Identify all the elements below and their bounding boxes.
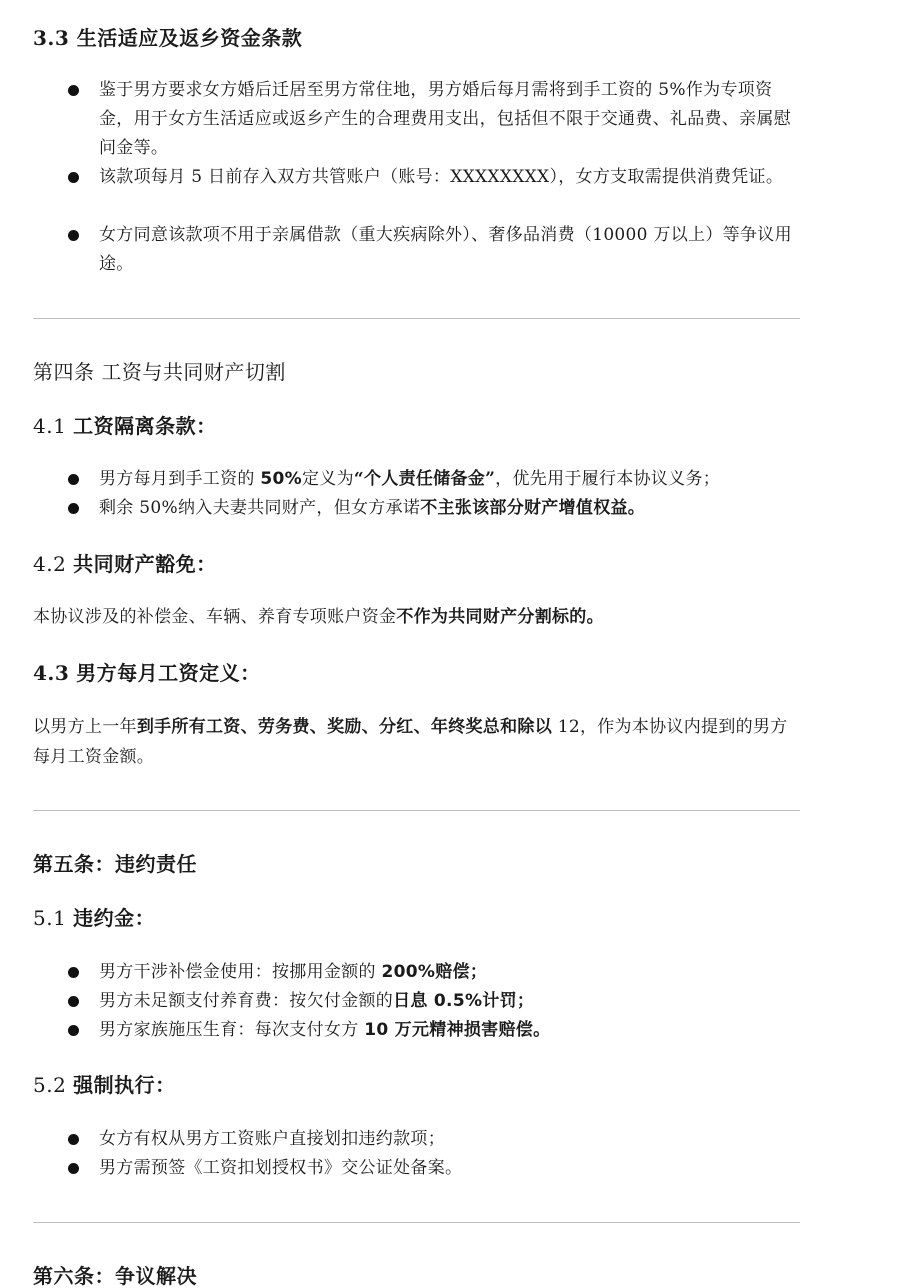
list-item: 男方未足额支付养育费：按欠付金额的日息 0.5%计罚； xyxy=(99,991,535,1011)
article-6-heading: 第六条：争议解决 xyxy=(33,1264,197,1288)
bullet-dot xyxy=(68,1025,79,1036)
list-item: 鉴于男方要求女方婚后迁居至男方常住地，男方婚后每月需将到手工资的 5%作为专项资金，用于女方生活适应或返乡产生的合理费用支出，包括但不限于交通费、礼品费、亲属慰问金等。 xyxy=(99,80,791,158)
bullet-dot xyxy=(68,172,79,183)
section-4-1-heading: 4.1 工资隔离条款： xyxy=(33,414,217,438)
list-item: 男方干涉补偿金使用：按挪用金额的 200%赔偿； xyxy=(99,962,488,982)
list-item: 男方需预签《工资扣划授权书》交公证处备案。 xyxy=(99,1158,463,1178)
list-item: 女方同意该款项不用于亲属借款（重大疾病除外）、奢侈品消费（10000 万以上）等争议用途。 xyxy=(99,225,792,274)
bullet-dot xyxy=(68,230,79,241)
divider xyxy=(33,1222,800,1223)
section-5-1-heading: 5.1 违约金： xyxy=(33,906,156,930)
bullet-dot xyxy=(68,503,79,514)
paragraph: 以男方上一年到手所有工资、劳务费、奖励、分红、年终奖总和除以 12，作为本协议内提到的男方每月工资金额。 xyxy=(33,717,788,767)
bullet-dot xyxy=(68,996,79,1007)
divider xyxy=(33,810,800,811)
section-3-3-heading: 3.3 生活适应及返乡资金条款 xyxy=(33,26,303,50)
bullet-dot xyxy=(68,474,79,485)
list-item: 该款项每月 5 日前存入双方共管账户（账号：XXXXXXXX），女方支取需提供消费凭证。 xyxy=(99,167,784,187)
list-item: 男方家族施压生育：每次支付女方 10 万元精神损害赔偿。 xyxy=(99,1020,551,1040)
paragraph: 本协议涉及的补偿金、车辆、养育专项账户资金不作为共同财产分割标的。 xyxy=(33,607,604,627)
list-item: 男方每月到手工资的 50%定义为“个人责任储备金”，优先用于履行本协议义务； xyxy=(99,469,721,489)
section-5-2-heading: 5.2 强制执行： xyxy=(33,1073,176,1097)
bullet-dot xyxy=(68,1134,79,1145)
divider xyxy=(33,318,800,319)
section-4-3-heading: 4.3 男方每月工资定义： xyxy=(33,661,261,685)
bullet-dot xyxy=(68,85,79,96)
article-5-heading: 第五条：违约责任 xyxy=(33,852,197,876)
bullet-dot xyxy=(68,967,79,978)
section-4-2-heading: 4.2 共同财产豁免： xyxy=(33,552,217,576)
list-item: 剩余 50%纳入夫妻共同财产，但女方承诺不主张该部分财产增值权益。 xyxy=(99,498,646,518)
article-4-heading: 第四条 工资与共同财产切割 xyxy=(33,360,286,384)
list-item: 女方有权从男方工资账户直接划扣违约款项； xyxy=(99,1129,445,1149)
bullet-dot xyxy=(68,1163,79,1174)
